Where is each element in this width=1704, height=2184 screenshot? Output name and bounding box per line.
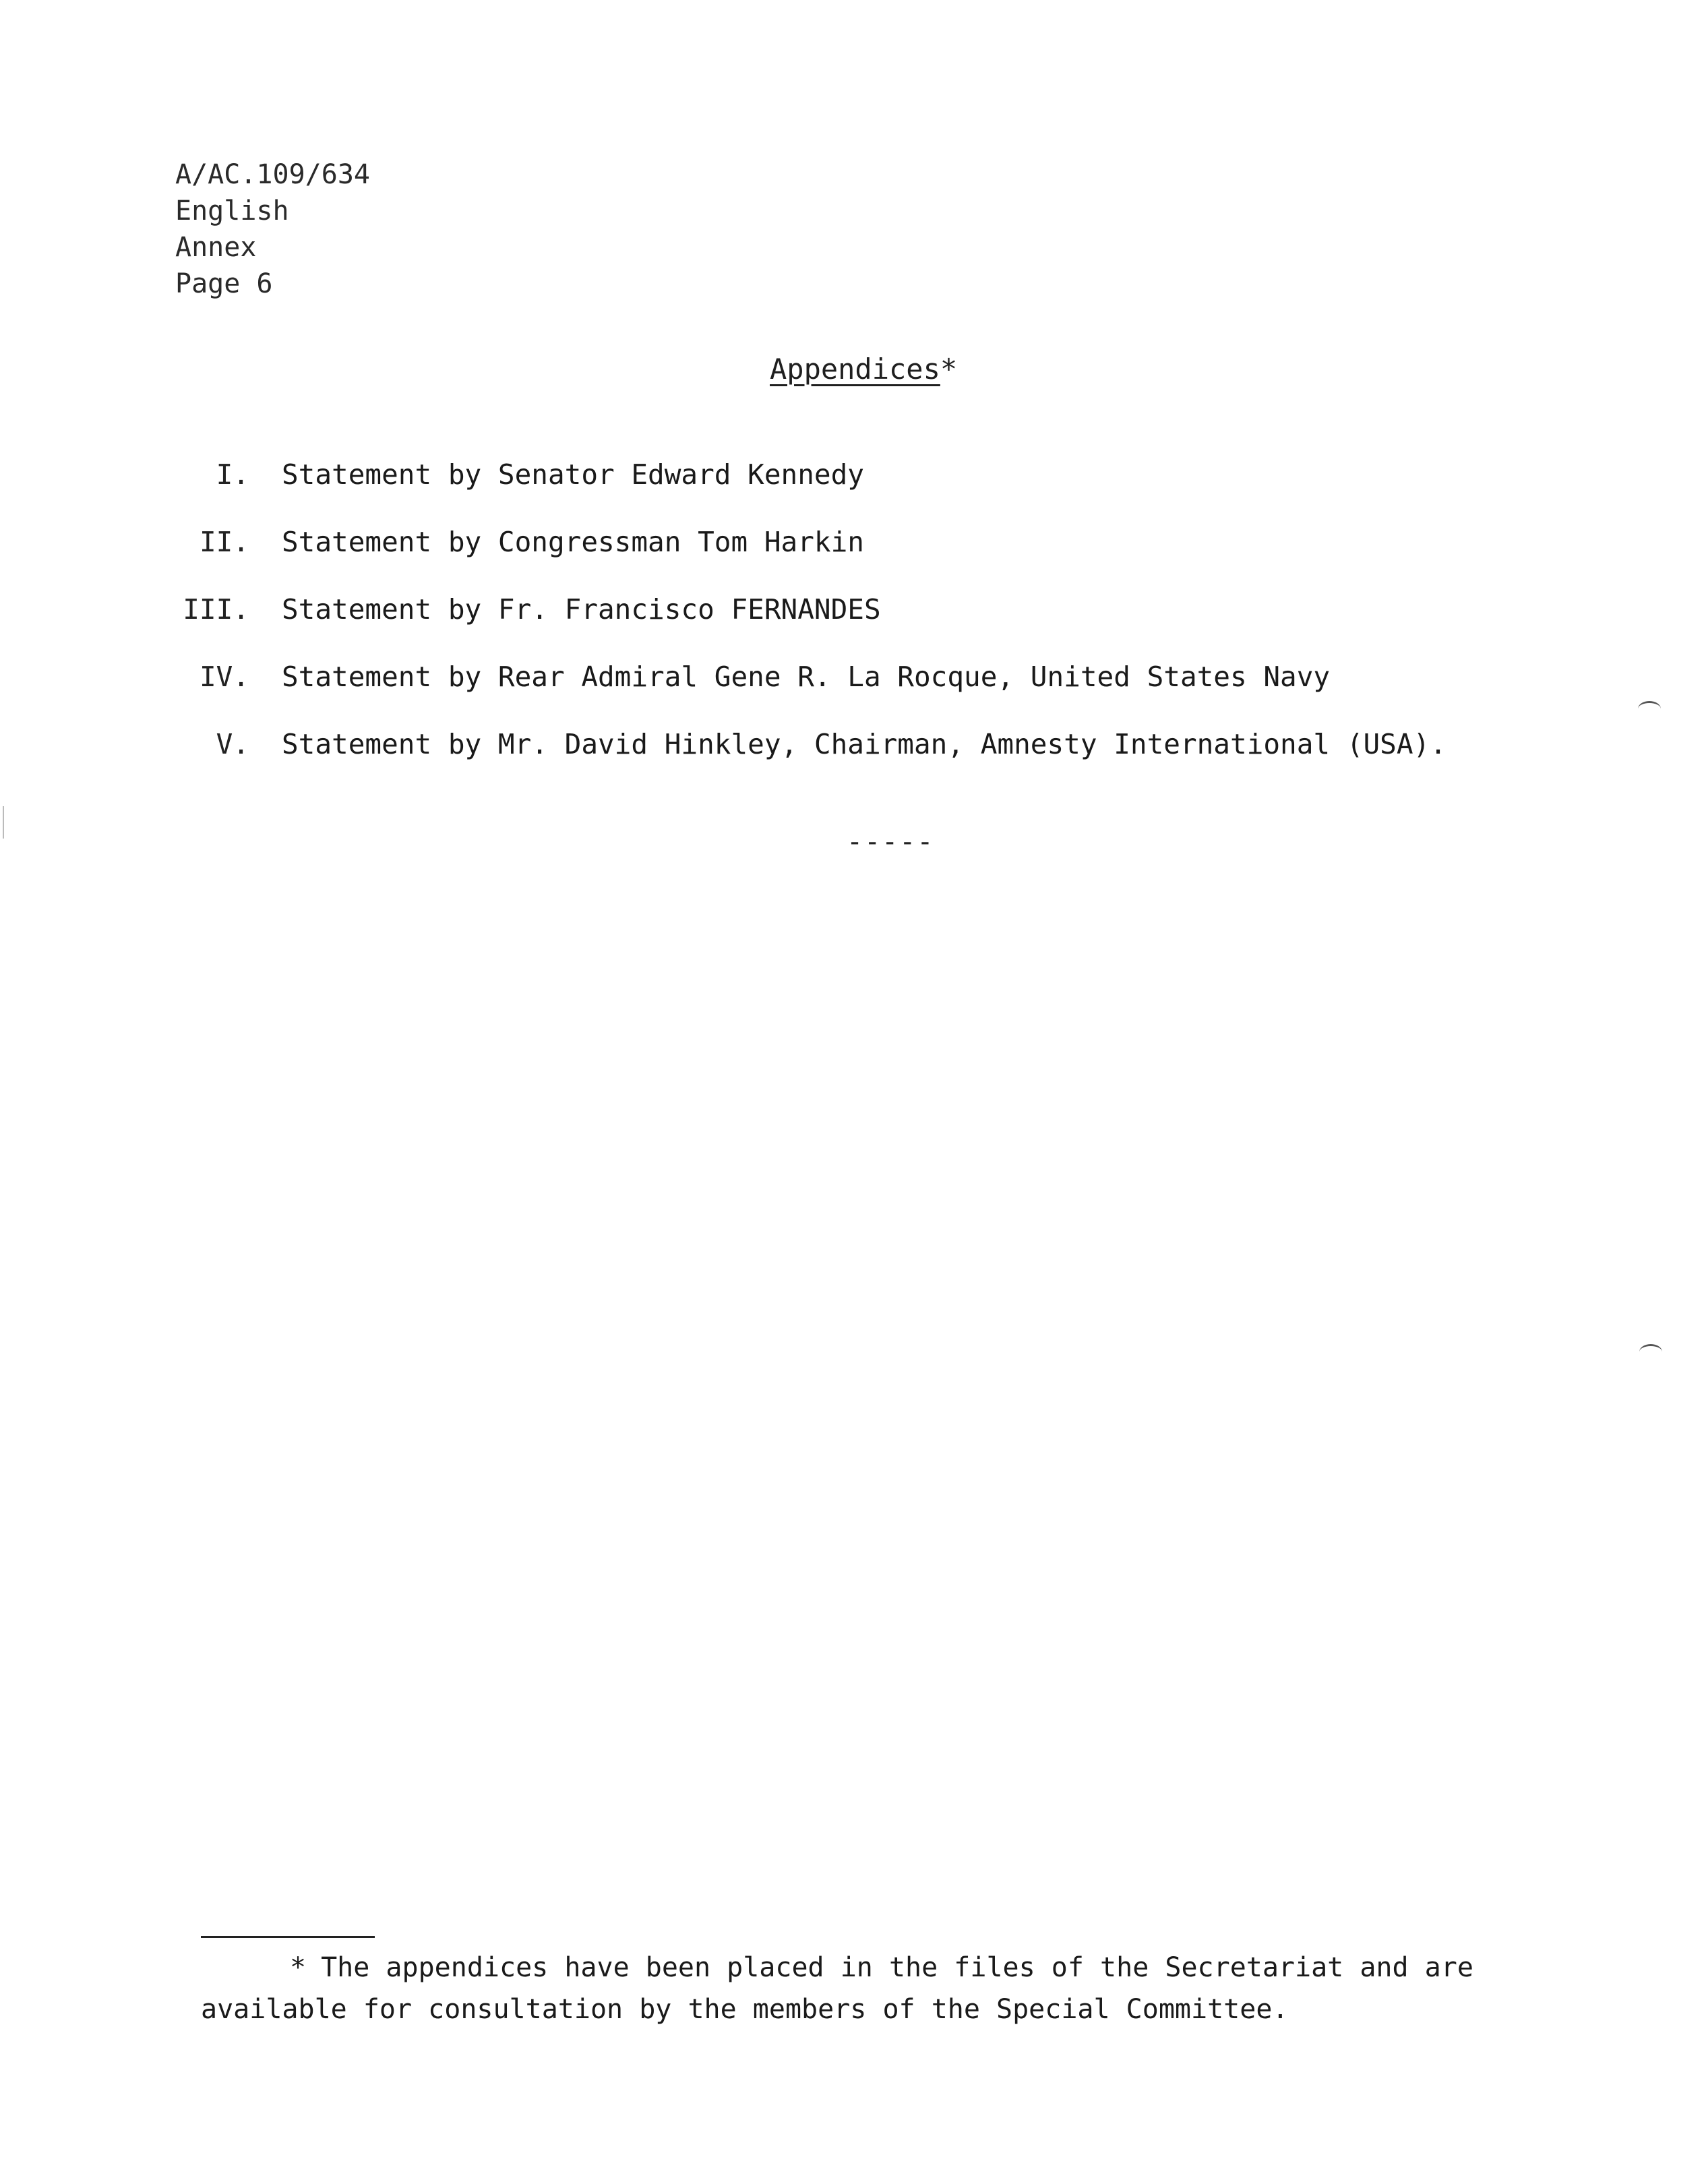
footnote-divider bbox=[201, 1936, 375, 1938]
document-header bbox=[175, 156, 370, 302]
scan-artifact bbox=[1638, 701, 1661, 717]
scan-artifact bbox=[1639, 1344, 1662, 1360]
list-item-text: Statement by Fr. Francisco FERNANDES bbox=[282, 593, 881, 626]
list-item-text: Statement by Congressman Tom Harkin bbox=[282, 526, 864, 558]
list-item-numeral: IV. bbox=[199, 661, 249, 693]
footnote-marker: * bbox=[290, 1952, 307, 1983]
list-item-numeral: II. bbox=[199, 526, 249, 558]
document-language: English bbox=[175, 195, 289, 226]
page-title bbox=[770, 351, 957, 388]
list-item-text: Statement by Mr. David Hinkley, Chairman, Amnesty International (USA). bbox=[282, 728, 1447, 760]
title-footnote-marker: * bbox=[940, 353, 958, 386]
list-item bbox=[175, 456, 1591, 523]
list-item-numeral: III. bbox=[183, 593, 249, 626]
document-section: Annex bbox=[175, 232, 257, 263]
list-item bbox=[175, 658, 1591, 725]
list-item-numeral: V. bbox=[216, 728, 249, 760]
footnote bbox=[201, 1947, 1556, 2030]
list-item bbox=[175, 725, 1591, 793]
list-item bbox=[175, 523, 1591, 590]
list-item-numeral: I. bbox=[216, 458, 249, 491]
list-item bbox=[175, 590, 1591, 658]
footnote-text: The appendices have been placed in the files of the Secretariat and are available for consultation by the members of the Special Committee. bbox=[201, 1952, 1473, 2025]
list-item-text: Statement by Senator Edward Kennedy bbox=[282, 458, 864, 491]
document-symbol: A/AC.109/634 bbox=[175, 159, 370, 190]
page-title-text: Appendices bbox=[770, 353, 940, 386]
scan-artifact bbox=[3, 806, 4, 839]
page-number: Page 6 bbox=[175, 268, 273, 299]
appendix-list bbox=[175, 456, 1591, 793]
section-separator: ----- bbox=[847, 826, 935, 857]
list-item-text: Statement by Rear Admiral Gene R. La Rocque, United States Navy bbox=[282, 661, 1331, 693]
